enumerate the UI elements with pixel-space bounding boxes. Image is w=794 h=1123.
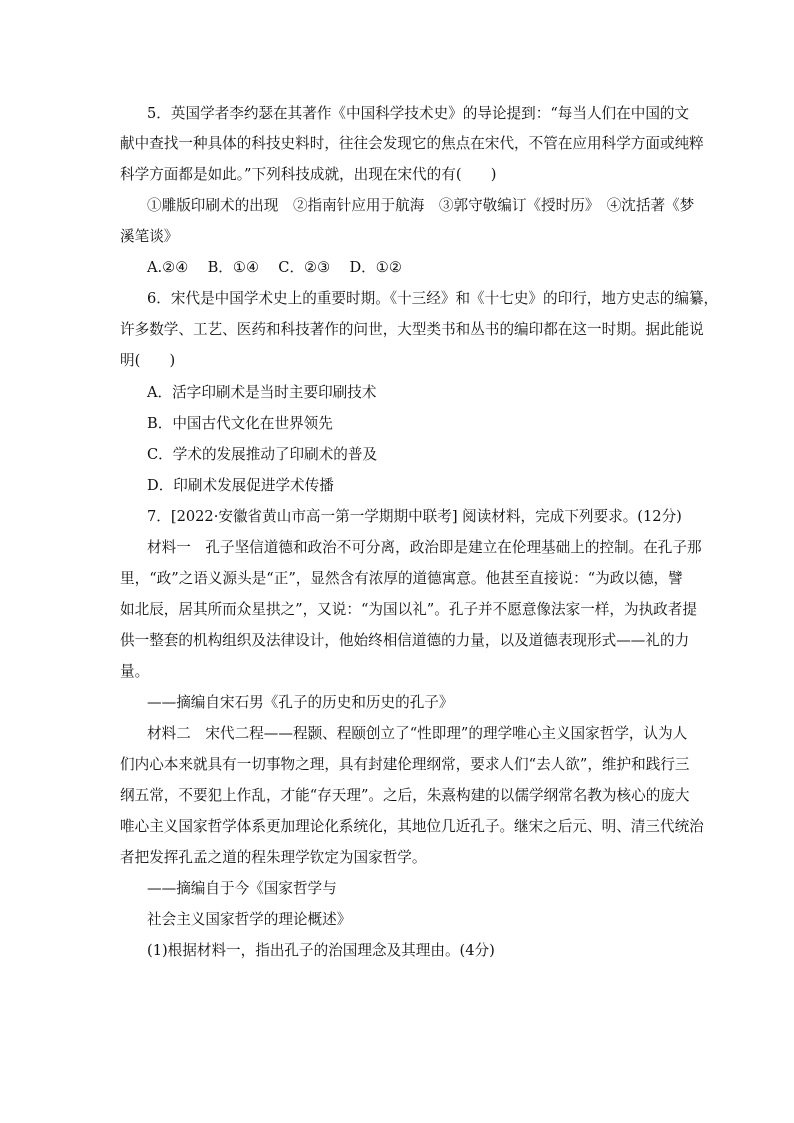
q7-material1-line-4: 供一整套的机构组织及法律设计，他始终相信道德的力量，以及道德表现形式——礼的力 — [120, 632, 690, 649]
q7-material2-line-4: 唯心主义国家哲学体系更加理论化系统化，其地位几近孔子。继宋之后元、明、清三代统治 — [120, 818, 704, 835]
q5-stem-line-3: 科学方面都是如此。”下列科技成就，出现在宋代的有( ) — [120, 166, 497, 183]
q7-material2-line-2: 们内心本来就具有一切事物之理，具有封建伦理纲常，要求人们“去人欲”，维护和践行三 — [120, 756, 690, 773]
q5-stem-line-2: 献中查找一种具体的科技史料时，往往会发现它的焦点在宋代，不管在应用科学方面或纯粹 — [120, 135, 704, 152]
q7-source-2-line-1: ——摘编自于今《国家哲学与 — [147, 880, 337, 897]
q7-source-1: ——摘编自宋石男《孔子的历史和历史的孔子》 — [147, 694, 454, 711]
q5-items-line-2: 溪笔谈》 — [120, 228, 179, 245]
q7-header: 7．[2022·安徽省黄山市高一第一学期期中联考] 阅读材料，完成下列要求。(12分) — [147, 508, 682, 525]
q7-material2-line-3: 纲五常，不要犯上作乱，才能“存天理”。之后，朱熹构建的以儒学纲常名教为核心的庞大 — [120, 787, 690, 804]
q5-stem-line-1: 5．英国学者李约瑟在其著作《中国科学技术史》的导论提到：“每当人们在中国的文 — [147, 105, 690, 122]
q5-items-line-1: ①雕版印刷术的出现 ②指南针应用于航海 ③郭守敬编订《授时历》 ④沈括著《梦 — [147, 197, 695, 214]
q7-material1-line-5: 量。 — [120, 663, 150, 680]
q6-stem-line-3: 明( ) — [120, 352, 176, 369]
q7-subquestion-1: (1)根据材料一，指出孔子的治国理念及其理由。(4分) — [147, 942, 495, 959]
q6-option-c: C．学术的发展推动了印刷术的普及 — [147, 446, 378, 463]
q7-material2-line-5: 者把发挥孔孟之道的程朱理学钦定为国家哲学。 — [120, 849, 427, 866]
q7-material1-line-3: 如北辰，居其所而众星拱之”，又说：“为国以礼”。孔子并不愿意像法家一样，为执政者提 — [120, 601, 697, 618]
q6-stem-line-1: 6．宋代是中国学术史上的重要时期。《十三经》和《十七史》的印行，地方史志的编纂， — [147, 290, 719, 307]
q7-source-2-line-2: 社会主义国家哲学的理论概述》 — [147, 911, 352, 928]
q5-options: A.②④ B．①④ C．②③ D．①② — [147, 259, 402, 276]
q7-material1-line-1: 材料一 孔子坚信道德和政治不可分离，政治即是建立在伦理基础上的控制。在孔子那 — [147, 539, 702, 556]
q6-option-d: D．印刷术发展促进学术传播 — [147, 477, 334, 494]
q7-material2-line-1: 材料二 宋代二程——程颢、程颐创立了“性即理”的理学唯心主义国家哲学，认为人 — [147, 725, 688, 742]
q6-option-b: B．中国古代文化在世界领先 — [147, 415, 333, 432]
q6-option-a: A．活字印刷术是当时主要印刷技术 — [147, 384, 377, 401]
q7-material1-line-2: 里，“政”之语义源头是“正”，显然含有浓厚的道德寓意。他甚至直接说：“为政以德，譬 — [120, 570, 683, 587]
q6-stem-line-2: 许多数学、工艺、医药和科技著作的问世，大型类书和丛书的编印都在这一时期。据此能说 — [120, 321, 704, 338]
